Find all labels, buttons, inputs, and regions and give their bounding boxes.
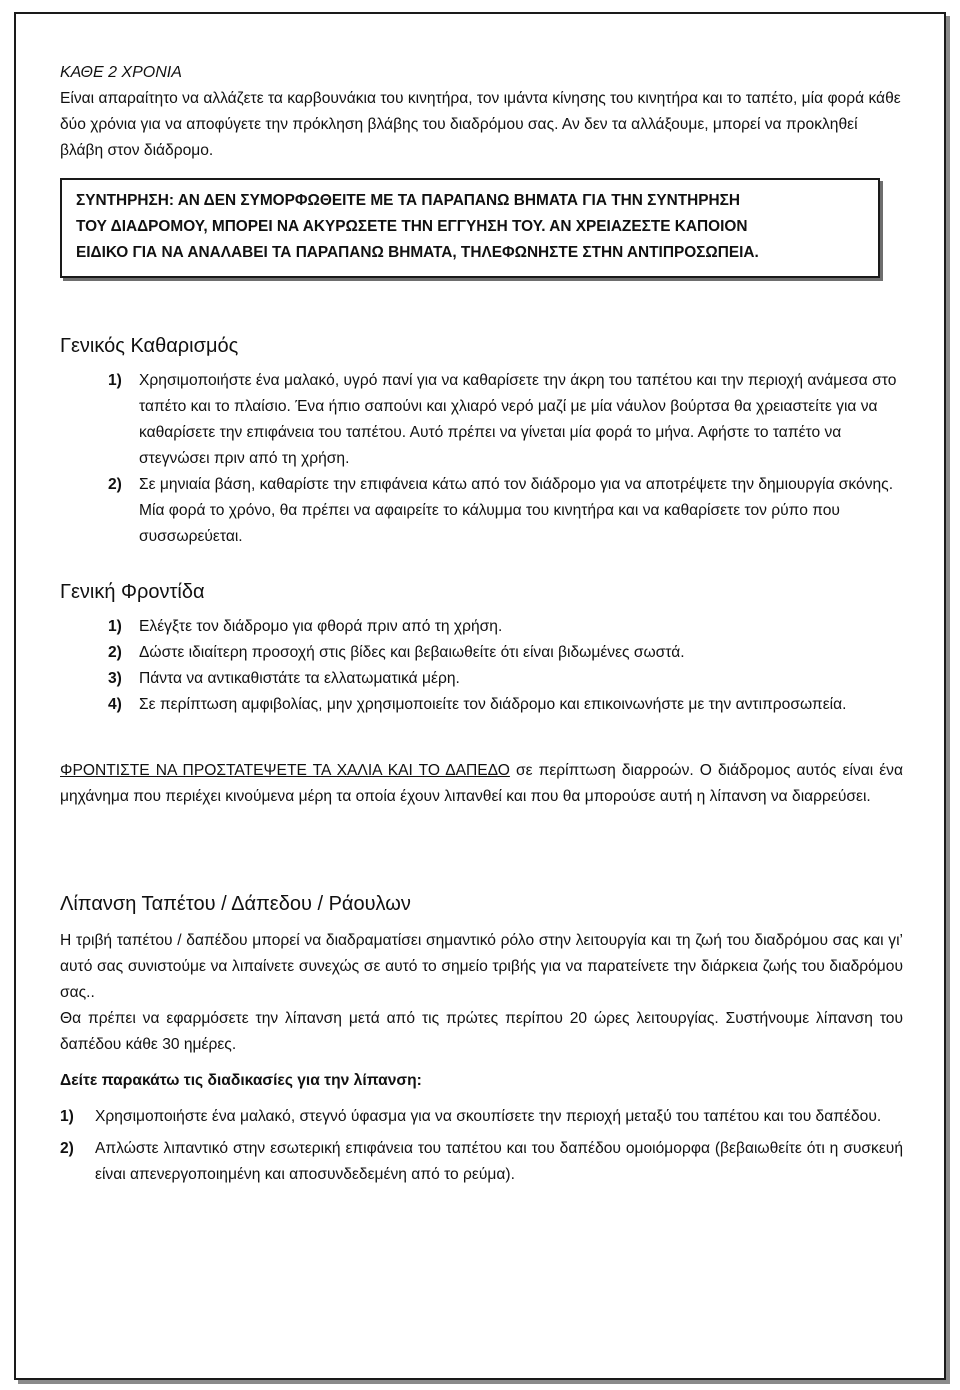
list-item (108, 692, 903, 718)
document-content (60, 60, 903, 1188)
list-item (60, 1136, 903, 1188)
general-cleaning-list (60, 368, 903, 550)
list-item-text: Σε περίπτωση αμφιβολίας, μην χρησιμοποιείτε τον διάδρομο και επικοινωνήστε με την αντιπροσωπεία. (139, 696, 847, 713)
protect-floor-warning: ΦΡΟΝΤΙΣΤΕ ΝΑ ΠΡΟΣΤΑΤΕΨΕΤΕ ΤΑ ΧΑΛΙΑ ΚΑΙ ΤΟ ΔΑΠΕΔΟ (60, 762, 510, 779)
list-item (60, 1104, 903, 1130)
protect-floor-note (60, 758, 903, 810)
list-item (108, 472, 903, 550)
protect-floor-text: σε περίπτωση διαρροών. Ο διάδρομος αυτός είναι ένα μηχάνημα που περιέχει κινούμενα μέρη τα οποία έχουν λιπανθεί και που θα μπορούσε αυτή η λίπανση να διαρρεύσει. (60, 762, 903, 805)
list-item-number: 2) (108, 476, 122, 493)
every-two-years-title: ΚΑΘΕ 2 ΧΡΟΝΙΑ (60, 64, 182, 81)
list-item-number: 1) (108, 618, 122, 635)
list-item (108, 666, 903, 692)
list-item (108, 614, 903, 640)
list-item-text: Σε μηνιαία βάση, καθαρίστε την επιφάνεια κάτω από τον διάδρομο για να αποτρέψετε την δημιουργία σκόνης. Μία φορά το χρόνο, θα πρέπει να αφαιρείτε το κάλυμμα του κινητήρα και να καθαρίσετε τον ρύπο που συσσωρεύεται. (139, 476, 894, 545)
list-item-text: Απλώστε λιπαντικό στην εσωτερική επιφάνεια του ταπέτου και του δαπέδου ομοιόμορφα (βεβαιωθείτε ότι η συσκευή είναι απενεργοποιημένη και αποσυνδεδεμένη από το ρεύμα). (95, 1140, 903, 1183)
lubrication-title: Λίπανση Ταπέτου / Δάπεδου / Ράουλων (60, 893, 411, 915)
general-care-title: Γενική Φροντίδα (60, 581, 205, 603)
list-item (108, 368, 903, 472)
list-item-text: Δώστε ιδιαίτερη προσοχή στις βίδες και βεβαιωθείτε ότι είναι βιδωμένες σωστά. (139, 644, 685, 661)
lubrication-intro: Η τριβή ταπέτου / δαπέδου μπορεί να διαδραματίσει σημαντικό ρόλο στην λειτουργία και τη ζωή του διαδρόμου σας και γι’ αυτό σας συνιστούμε να λιπαίνετε συνεχώς σε αυτό το σημείο τριβής για να παρατείνετε την διάρκεια ζωής του διαδρόμου σας.. (60, 932, 903, 1001)
list-item-text: Χρησιμοποιήστε ένα μαλακό, στεγνό ύφασμα για να σκουπίσετε την περιοχή μεταξύ του ταπέτου και του δαπέδου. (95, 1108, 882, 1125)
list-item-number: 1) (108, 372, 122, 389)
list-item-number: 4) (108, 696, 122, 713)
lubrication-schedule: Θα πρέπει να εφαρμόσετε την λίπανση μετά από τις πρώτες περίπου 20 ώρες λειτουργίας. Συστήνουμε λίπανση του δαπέδου κάθε 30 ημέρες. (60, 1010, 903, 1053)
warning-line: ΤΟΥ ΔΙΑΔΡΟΜΟΥ, ΜΠΟΡΕΙ ΝΑ ΑΚΥΡΩΣΕΤΕ ΤΗΝ ΕΓΓΥΗΣΗ ΤΟΥ. ΑΝ ΧΡΕΙΑΖΕΣΤΕ ΚΑΠΟΙΟΝ (76, 218, 748, 235)
list-item-number: 3) (108, 670, 122, 687)
warning-line: ΣΥΝΤΗΡΗΣΗ: ΑΝ ΔΕΝ ΣΥΜΟΡΦΩΘΕΙΤΕ ΜΕ ΤΑ ΠΑΡΑΠΑΝΩ ΒΗΜΑΤΑ ΓΙΑ ΤΗΝ ΣΥΝΤΗΡΗΣΗ (76, 192, 740, 209)
maintenance-warning-box (60, 178, 880, 278)
list-item-text: Ελέγξτε τον διάδρομο για φθορά πριν από τη χρήση. (139, 618, 503, 635)
list-item (108, 640, 903, 666)
lubrication-procedures-heading: Δείτε παρακάτω τις διαδικασίες για την λίπανση: (60, 1072, 422, 1089)
every-two-years-body: Είναι απαραίτητο να αλλάζετε τα καρβουνάκια του κινητήρα, τον ιμάντα κίνησης του κινητήρα και το ταπέτο, μία φορά κάθε δύο χρόνια για να αποφύγετε την πρόκληση βλάβης του διαδρόμου σας. Αν δεν τα αλλάξουμε, μπορεί να προκληθεί βλάβη στον διάδρομο. (60, 90, 901, 159)
list-item-text: Πάντα να αντικαθιστάτε τα ελλατωματικά μέρη. (139, 670, 460, 687)
warning-line: ΕΙΔΙΚΟ ΓΙΑ ΝΑ ΑΝΑΛΑΒΕΙ ΤΑ ΠΑΡΑΠΑΝΩ ΒΗΜΑΤΑ, ΤΗΛΕΦΩΝΗΣΤΕ ΣΤΗΝ ΑΝΤΙΠΡΟΣΩΠΕΙΑ. (76, 244, 759, 261)
lubrication-steps-list (60, 1104, 903, 1188)
list-item-number: 2) (60, 1140, 74, 1157)
list-item-number: 2) (108, 644, 122, 661)
general-cleaning-title: Γενικός Καθαρισμός (60, 335, 239, 357)
general-care-list (60, 614, 903, 718)
list-item-text: Χρησιμοποιήστε ένα μαλακό, υγρό πανί για να καθαρίσετε την άκρη του ταπέτου και την περιοχή ανάμεσα στο ταπέτο και το πλαίσιο. Ένα ήπιο σαπούνι και χλιαρό νερό μαζί με μία νάυλον βούρτσα θα χρειαστείτε για να καθαρίσετε την επιφάνεια του ταπέτου. Αυτό πρέπει να γίνεται μία φορά το μήνα. Αφήστε το ταπέτο να στεγνώσει πριν από τη χρήση. (139, 372, 897, 467)
list-item-number: 1) (60, 1108, 74, 1125)
